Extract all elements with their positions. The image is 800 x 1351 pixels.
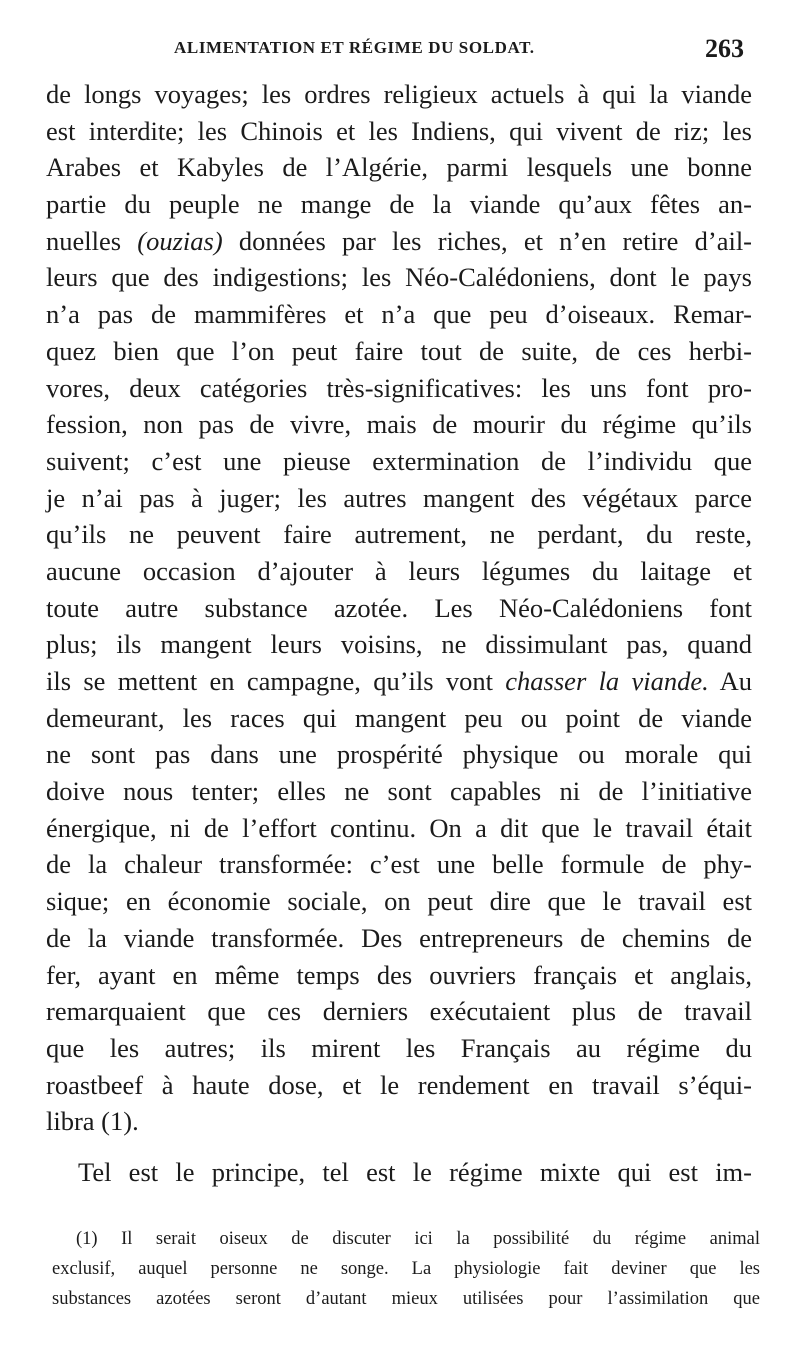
text-line xyxy=(46,223,752,260)
paragraph-end-line: libra (1). xyxy=(46,1106,139,1137)
text-line: de la chaleur transformée: c’est une belle formule de phy- xyxy=(46,849,752,880)
text-line: fession, non pas de vivre, mais de mourir du régime qu’ils xyxy=(46,409,752,440)
text-line: fer, ayant en même temps des ouvriers français et anglais, xyxy=(46,959,752,990)
footnote-line: (1) Il serait oiseux de discuter ici la possibilité du régime animal xyxy=(76,1229,760,1249)
body-text xyxy=(46,76,752,1191)
text-line: partie du peuple ne mange de la viande qu’aux fêtes an- xyxy=(46,189,752,220)
text-line xyxy=(46,663,752,700)
text-line: sique; en économie sociale, on peut dire que le travail est xyxy=(46,886,752,917)
text-line: que les autres; ils mirent les Français au régime du xyxy=(46,1032,752,1063)
text-line: ne sont pas dans une prospérité physique ou morale qui xyxy=(46,739,752,770)
text-line: énergique, ni de l’effort continu. On a dit que le travail était xyxy=(46,812,752,843)
text-segment: Au xyxy=(719,666,753,696)
text-line: roastbeef à haute dose, et le rendement en travail s’équi- xyxy=(46,1069,752,1100)
text-segment: données par les riches, et n’en retire d’ail- xyxy=(238,225,753,256)
text-line: aucune occasion d’ajouter à leurs légumes du laitage et xyxy=(46,555,752,586)
text-line: vores, deux catégories très-significatives: les uns font pro- xyxy=(46,372,752,403)
text-line: suivent; c’est une pieuse extermination de l’individu que xyxy=(46,445,752,476)
text-line: Arabes et Kabyles de l’Algérie, parmi lesquels une bonne xyxy=(46,152,752,183)
page-header xyxy=(48,34,748,64)
text-segment: nuelles xyxy=(46,225,122,256)
italic-phrase: chasser la viande. xyxy=(505,666,709,696)
text-line: plus; ils mangent leurs voisins, ne dissimulant pas, quand xyxy=(46,629,752,660)
text-line: remarquaient que ces derniers exécutaient plus de travail xyxy=(46,996,752,1027)
running-title: ALIMENTATION ET RÉGIME DU SOLDAT. xyxy=(174,38,535,57)
footnote-line: substances azotées seront d’autant mieux utilisées pour l’assimilation que xyxy=(52,1289,760,1309)
page-number: 263 xyxy=(705,34,744,63)
text-segment: ils se mettent en campagne, qu’ils vont xyxy=(46,666,493,696)
text-line: qu’ils ne peuvent faire autrement, ne perdant, du reste, xyxy=(46,519,752,550)
text-line: de la viande transformée. Des entrepreneurs de chemins de xyxy=(46,922,752,953)
text-line: de longs voyages; les ordres religieux actuels à qui la viande xyxy=(46,79,752,109)
text-line: est interdite; les Chinois et les Indiens, qui vivent de riz; les xyxy=(46,115,752,146)
text-line: quez bien que l’on peut faire tout de suite, de ces herbi- xyxy=(46,335,752,366)
text-line: doive nous tenter; elles ne sont capables ni de l’initiative xyxy=(46,776,752,807)
text-line: leurs que des indigestions; les Néo-Calédoniens, dont le pays xyxy=(46,262,752,293)
text-line: toute autre substance azotée. Les Néo-Calédoniens font xyxy=(46,592,752,623)
footnote xyxy=(52,1224,760,1314)
text-line: je n’ai pas à juger; les autres mangent des végétaux parce xyxy=(46,482,752,513)
footnote-line: exclusif, auquel personne ne songe. La physiologie fait deviner que les xyxy=(52,1259,760,1279)
paragraph-start-line: Tel est le principe, tel est le régime mixte qui est im- xyxy=(78,1156,752,1187)
italic-term: (ouzias) xyxy=(137,225,223,256)
text-line: demeurant, les races qui mangent peu ou point de viande xyxy=(46,702,752,733)
text-line: n’a pas de mammifères et n’a que peu d’oiseaux. Remar- xyxy=(46,299,752,330)
